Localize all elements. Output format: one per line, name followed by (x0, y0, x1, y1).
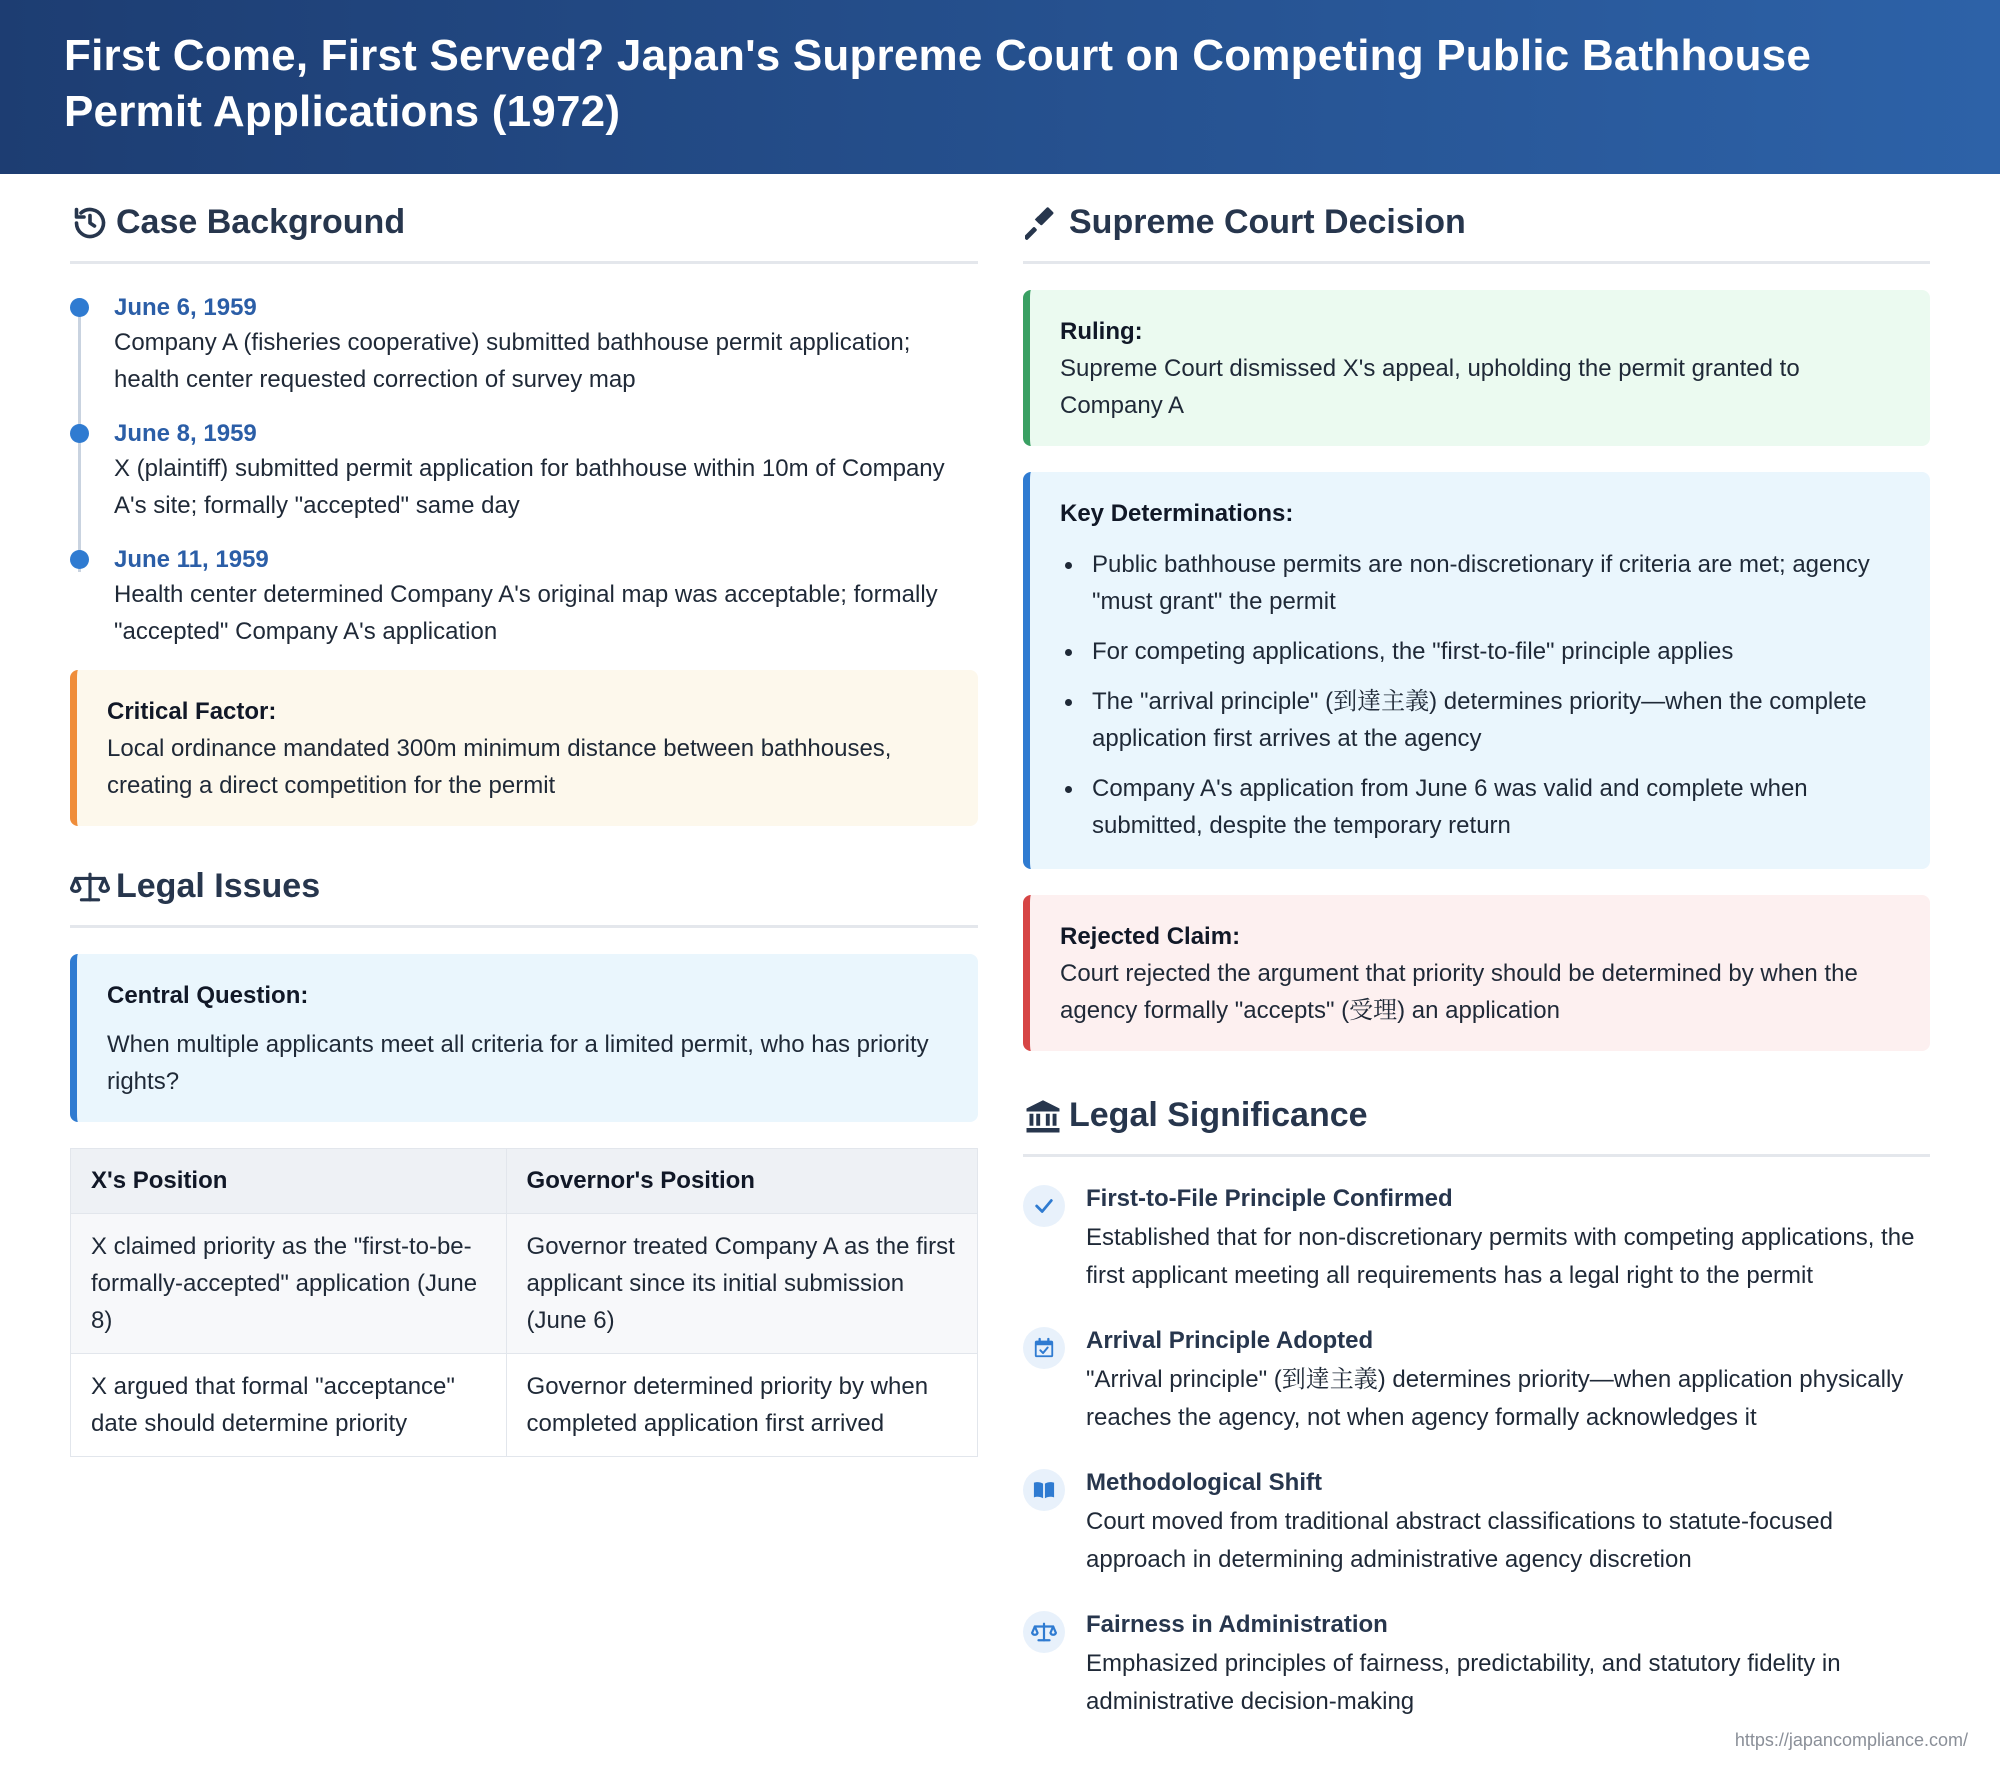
table-header-governor: Governor's Position (506, 1149, 977, 1214)
book-icon (1023, 1469, 1065, 1511)
history-icon (70, 203, 110, 243)
timeline-event (70, 418, 978, 524)
check-icon (1023, 1185, 1065, 1227)
significance-item-title: Fairness in Administration (1086, 1611, 1388, 1638)
central-question-text: When multiple applicants meet all criteria for a limited permit, who has priority rights? (107, 1031, 929, 1095)
list-item: Public bathhouse permits are non-discretionary if criteria are met; agency "must grant" the permit (1060, 546, 1902, 620)
rejected-claim-text: Court rejected the argument that priority should be determined by when the agency formally "accepts" (受理) an application (1060, 960, 1858, 1024)
significance-item-text: "Arrival principle" (到達主義) determines priority—when application physically reaches the agency, not when agency formally acknowledges it (1086, 1366, 1904, 1431)
rejected-claim-title: Rejected Claim: (1060, 923, 1241, 950)
timeline-text: X (plaintiff) submitted permit application for bathhouse within 10m of Company A's site; formally "accepted" same day (114, 455, 945, 519)
scale-icon (1023, 1611, 1065, 1653)
table-cell: X claimed priority as the "first-to-be-formally-accepted" application (June 8) (71, 1214, 507, 1354)
significance-item (1023, 1609, 1930, 1721)
scale-icon (70, 867, 110, 907)
ruling-text: Supreme Court dismissed X's appeal, upholding the permit granted to Company A (1060, 355, 1800, 419)
page-header (0, 0, 2000, 174)
timeline-text: Company A (fisheries cooperative) submitted bathhouse permit application; health center requested correction of survey map (114, 329, 911, 393)
table-cell: X argued that formal "acceptance" date should determine priority (71, 1354, 507, 1457)
table-header-x: X's Position (71, 1149, 507, 1214)
timeline-event (70, 292, 978, 398)
list-item: For competing applications, the "first-to-file" principle applies (1060, 633, 1902, 670)
list-item: The "arrival principle" (到達主義) determines priority—when the complete application first arrives at the agency (1060, 683, 1902, 757)
page-title: First Come, First Served? Japan's Supreme Court on Competing Public Bathhouse Permit Applications (1972) (64, 31, 1812, 136)
decision-title: Supreme Court Decision (1069, 203, 1466, 241)
timeline-date: June 11, 1959 (114, 546, 269, 573)
timeline-date: June 8, 1959 (114, 420, 257, 447)
legal-issues-title: Legal Issues (116, 867, 321, 905)
significance-item (1023, 1183, 1930, 1295)
timeline (70, 292, 978, 650)
significance-item-text: Court moved from traditional abstract classifications to statute-focused approach in determining administrative agency discretion (1086, 1508, 1833, 1573)
table-header-row (71, 1149, 978, 1214)
significance-item (1023, 1467, 1930, 1579)
table-row (71, 1214, 978, 1354)
calendar-icon (1023, 1327, 1065, 1369)
left-column (70, 174, 978, 1457)
key-determinations-list (1060, 546, 1902, 844)
case-background-title: Case Background (116, 203, 406, 241)
rejected-claim-callout (1023, 895, 1930, 1051)
timeline-text: Health center determined Company A's original map was acceptable; formally "accepted" Company A's application (114, 581, 938, 645)
critical-factor-title: Critical Factor: (107, 698, 277, 725)
gavel-icon (1023, 203, 1063, 243)
significance-item (1023, 1325, 1930, 1437)
key-determinations-title: Key Determinations: (1060, 500, 1294, 527)
timeline-dot (70, 424, 89, 443)
footer-url: https://japancompliance.com/ (1734, 1730, 1968, 1750)
table-row (71, 1354, 978, 1457)
significance-item-title: Arrival Principle Adopted (1086, 1327, 1374, 1354)
significance-item-text: Established that for non-discretionary permits with competing applications, the first applicant meeting all requirements has a legal right to the permit (1086, 1224, 1915, 1289)
critical-factor-callout (70, 670, 978, 826)
timeline-dot (70, 298, 89, 317)
ruling-title: Ruling: (1060, 318, 1143, 345)
landmark-icon (1023, 1096, 1063, 1136)
significance-item-title: First-to-File Principle Confirmed (1086, 1185, 1453, 1212)
significance-header (1023, 1067, 1930, 1157)
significance-title: Legal Significance (1069, 1096, 1368, 1134)
significance-item-text: Emphasized principles of fairness, predictability, and statutory fidelity in administrative decision-making (1086, 1650, 1841, 1715)
timeline-dot (70, 550, 89, 569)
case-background-header (70, 174, 978, 264)
critical-factor-text: Local ordinance mandated 300m minimum distance between bathhouses, creating a direct competition for the permit (107, 735, 892, 799)
positions-table (70, 1148, 978, 1457)
significance-item-title: Methodological Shift (1086, 1469, 1322, 1496)
central-question-callout (70, 954, 978, 1122)
decision-header (1023, 174, 1930, 264)
list-item: Company A's application from June 6 was valid and complete when submitted, despite the temporary return (1060, 770, 1902, 844)
table-cell: Governor treated Company A as the first applicant since its initial submission (June 6) (506, 1214, 977, 1354)
timeline-event (70, 544, 978, 650)
significance-list (1023, 1183, 1930, 1721)
legal-issues-header (70, 838, 978, 928)
key-determinations-callout (1023, 472, 1930, 869)
central-question-title: Central Question: (107, 982, 309, 1009)
timeline-date: June 6, 1959 (114, 294, 257, 321)
ruling-callout (1023, 290, 1930, 446)
table-cell: Governor determined priority by when completed application first arrived (506, 1354, 977, 1457)
right-column (1023, 174, 1930, 1751)
